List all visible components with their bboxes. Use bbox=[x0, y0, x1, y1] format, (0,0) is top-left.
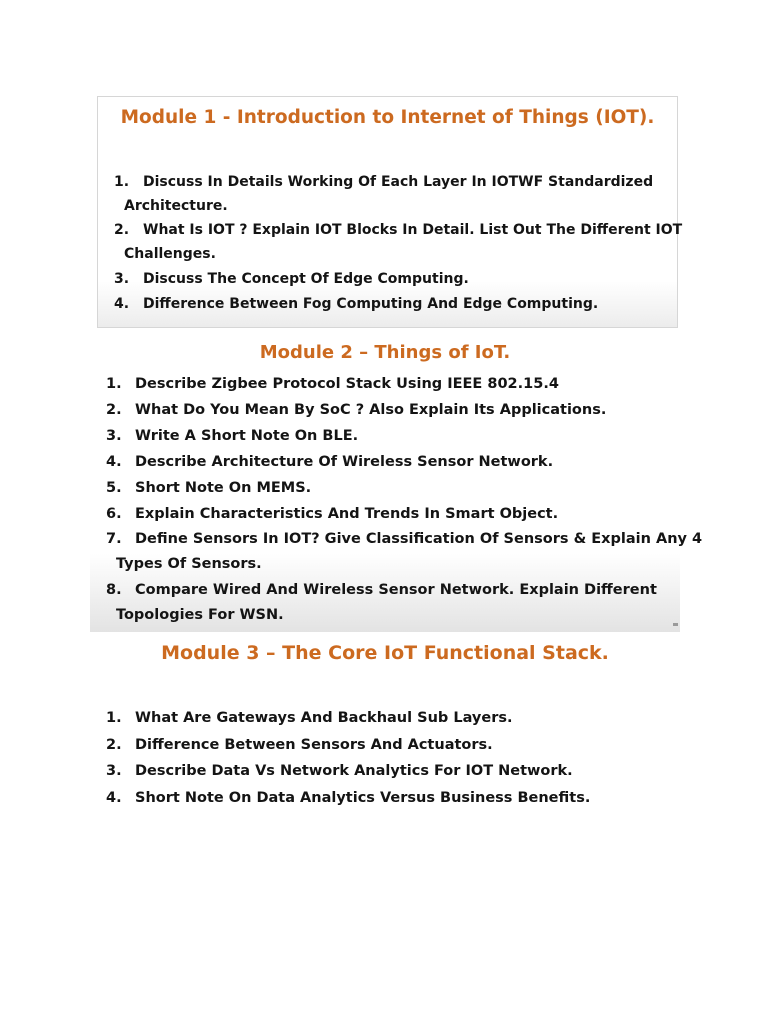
question-text: Describe Zigbee Protocol Stack Using IEEE 802.15.4 bbox=[135, 376, 559, 392]
question-item bbox=[114, 170, 653, 195]
question-item bbox=[106, 578, 657, 603]
question-continuation: Types Of Sensors. bbox=[116, 556, 262, 572]
module-3-panel bbox=[90, 634, 680, 824]
question-number: 4. bbox=[106, 790, 122, 806]
question-item bbox=[114, 267, 469, 292]
question-text: What Are Gateways And Backhaul Sub Layers. bbox=[135, 710, 513, 726]
question-text: Describe Architecture Of Wireless Sensor Network. bbox=[135, 454, 554, 470]
module-3-title: Module 3 – The Core IoT Functional Stack. bbox=[161, 642, 609, 664]
question-item bbox=[106, 424, 358, 449]
question-number: 2. bbox=[114, 222, 130, 238]
question-number: 6. bbox=[106, 506, 122, 522]
question-number: 4. bbox=[106, 454, 122, 470]
question-item bbox=[106, 476, 311, 501]
question-text: Discuss The Concept Of Edge Computing. bbox=[143, 271, 469, 287]
question-continuation: Architecture. bbox=[124, 198, 228, 214]
question-text: Write A Short Note On BLE. bbox=[135, 428, 359, 444]
question-number: 3. bbox=[114, 271, 130, 287]
question-continuation: Topologies For WSN. bbox=[116, 607, 284, 623]
question-item bbox=[106, 759, 573, 784]
question-number: 7. bbox=[106, 531, 122, 547]
question-text: What Is IOT ? Explain IOT Blocks In Detail. List Out The Different IOT bbox=[143, 222, 683, 238]
module-1-title: Module 1 - Introduction to Internet of Things (IOT). bbox=[120, 107, 655, 128]
question-number: 2. bbox=[106, 737, 122, 753]
question-text: Define Sensors In IOT? Give Classification Of Sensors & Explain Any 4 bbox=[135, 531, 703, 547]
question-item bbox=[106, 527, 702, 552]
question-item bbox=[106, 502, 558, 527]
question-text: Compare Wired And Wireless Sensor Network. Explain Different bbox=[135, 582, 657, 598]
question-number: 1. bbox=[106, 376, 122, 392]
question-text: Difference Between Sensors And Actuators. bbox=[135, 737, 493, 753]
question-continuation: Challenges. bbox=[124, 246, 216, 262]
question-text: Difference Between Fog Computing And Edge Computing. bbox=[143, 296, 599, 312]
question-item bbox=[114, 292, 598, 317]
question-item bbox=[114, 218, 682, 243]
question-number: 3. bbox=[106, 763, 122, 779]
question-number: 8. bbox=[106, 582, 122, 598]
module-1-panel bbox=[97, 96, 683, 328]
question-item bbox=[106, 706, 513, 731]
question-text: What Do You Mean By SoC ? Also Explain Its Applications. bbox=[135, 402, 607, 418]
question-number: 5. bbox=[106, 480, 122, 496]
question-item bbox=[106, 372, 559, 397]
question-number: 4. bbox=[114, 296, 130, 312]
question-number: 2. bbox=[106, 402, 122, 418]
question-item bbox=[106, 450, 553, 475]
question-number: 3. bbox=[106, 428, 122, 444]
module-2-title: Module 2 – Things of IoT. bbox=[259, 342, 511, 363]
question-text: Short Note On Data Analytics Versus Business Benefits. bbox=[135, 790, 591, 806]
question-text: Describe Data Vs Network Analytics For IOT Network. bbox=[135, 763, 573, 779]
question-number: 1. bbox=[114, 174, 130, 190]
question-text: Explain Characteristics And Trends In Smart Object. bbox=[135, 506, 559, 522]
question-text: Short Note On MEMS. bbox=[135, 480, 312, 496]
module-2-panel bbox=[90, 330, 703, 632]
question-item bbox=[106, 786, 590, 811]
corner-mark bbox=[673, 623, 678, 626]
question-item bbox=[106, 398, 606, 423]
question-text: Discuss In Details Working Of Each Layer In IOTWF Standardized bbox=[143, 174, 654, 190]
question-number: 1. bbox=[106, 710, 122, 726]
question-item bbox=[106, 733, 493, 758]
